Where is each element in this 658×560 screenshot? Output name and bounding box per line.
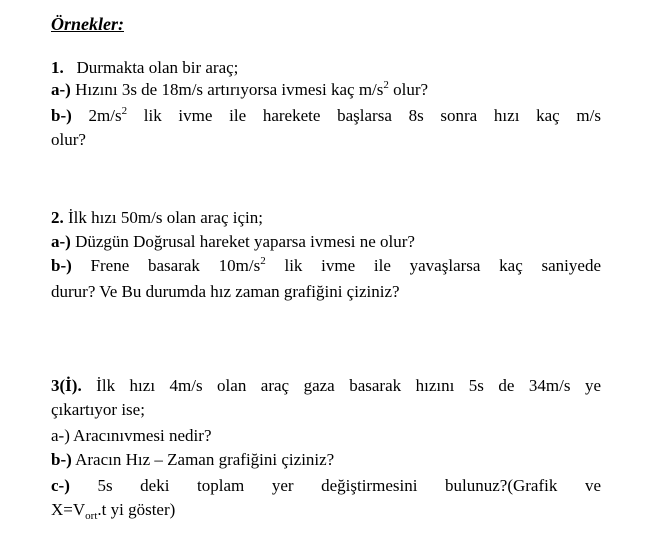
question-2b	[51, 256, 601, 276]
question-1a-label: a-)	[51, 80, 71, 99]
question-1-number: 1.	[51, 58, 64, 77]
page-title: Örnekler:	[51, 14, 124, 34]
question-3c-label: c-)	[51, 476, 70, 495]
question-3-text: İlk hızı 4m/s olan araç gaza basarak hızını 5s de 34m/s ye	[81, 376, 601, 395]
question-1-stem	[51, 58, 601, 78]
question-3-number: 3(İ).	[51, 376, 82, 395]
question-3-stem-continued: çıkartıyor ise;	[51, 400, 145, 419]
question-2-number: 2.	[51, 208, 64, 227]
question-1b-label: b-)	[51, 106, 72, 125]
question-1b-text-end: lik ivme ile harekete başlarsa 8s sonra hızı kaç m/s	[127, 106, 601, 125]
question-2b-text-end: lik ivme ile yavaşlarsa kaç saniyede	[265, 256, 602, 275]
question-3c-formula-start: X=V	[51, 500, 86, 519]
question-3-stem	[51, 376, 601, 396]
question-2-stem	[51, 208, 601, 228]
question-1b-continued: olur?	[51, 130, 86, 149]
question-2a-label: a-)	[51, 232, 71, 251]
question-2a	[51, 232, 601, 252]
question-2b-text: Frene basarak 10m/s	[71, 256, 261, 275]
question-1a-text: Hızını 3s de 18m/s artırıyorsa ivmesi kaç m/s	[70, 80, 384, 99]
question-2b-continued: durur? Ve Bu durumda hız zaman grafiğini çiziniz?	[51, 282, 400, 301]
question-1b	[51, 106, 601, 126]
question-2a-text: Düzgün Doğrusal hareket yaparsa ivmesi ne olur?	[70, 232, 415, 251]
question-3c	[51, 476, 601, 496]
question-3b-text: Aracın Hız – Zaman grafiğini çiziniz?	[71, 450, 335, 469]
question-3c-formula-end: .t yi göster)	[97, 500, 176, 519]
question-1b-text: 2m/s	[71, 106, 122, 125]
question-1a	[51, 80, 601, 100]
question-3c-formula-sub: ort	[85, 510, 98, 522]
question-1-text: Durmakta olan bir araç;	[76, 58, 239, 77]
question-1a-text-end: olur?	[388, 80, 429, 99]
question-3c-continued	[51, 500, 601, 520]
question-1b-sup: 2	[121, 105, 128, 117]
question-3b-label: b-)	[51, 450, 72, 469]
question-3c-text: 5s deki toplam yer değiştirmesini bulunuz?(Grafik ve	[69, 476, 601, 495]
question-3a: a-) Aracınıvmesi nedir?	[51, 426, 212, 445]
question-2-text: İlk hızı 50m/s olan araç için;	[63, 208, 263, 227]
question-1a-sup: 2	[383, 79, 389, 91]
question-2b-sup: 2	[260, 255, 266, 267]
question-3b	[51, 450, 601, 470]
question-2b-label: b-)	[51, 256, 72, 275]
